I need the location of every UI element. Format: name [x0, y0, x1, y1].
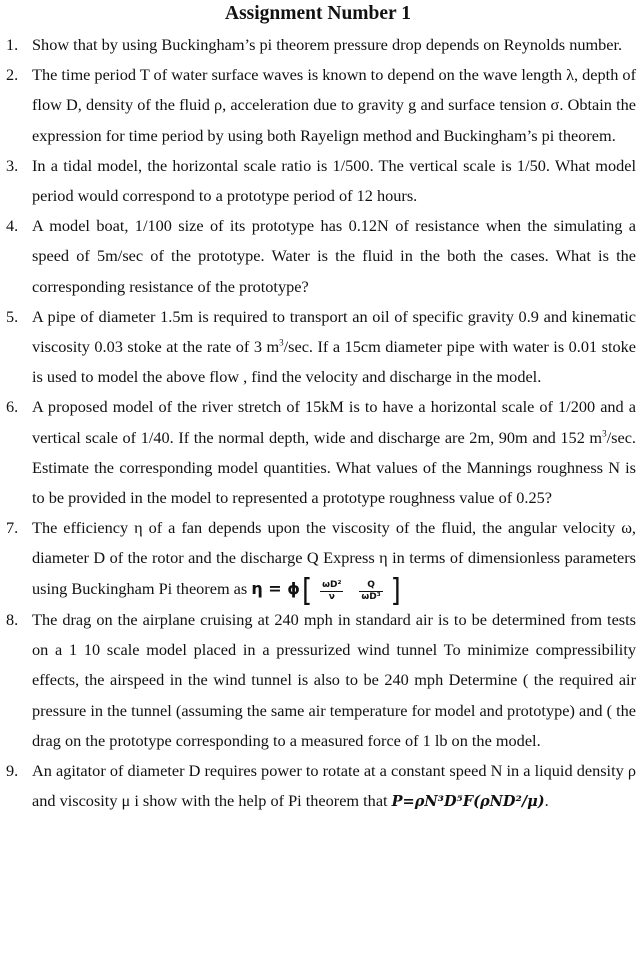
question-number: 5.: [6, 306, 19, 326]
fraction-numerator: Q: [359, 580, 382, 592]
question-text: A model boat, 1/100 size of its prototype has 0.12N of resistance when the simulating a speed of 5m/sec of the prototype. Water is the fluid in the both the cases. What is the corresponding resistance of the prototype?: [32, 216, 636, 296]
fraction-denominator: ωD³: [361, 591, 381, 602]
question-number: 9.: [6, 760, 19, 780]
fraction-numerator: ωD²: [322, 579, 342, 590]
equation-bracket-group: [302, 573, 401, 610]
question-number: 8.: [6, 609, 19, 629]
question-item: [0, 302, 636, 393]
equation-lhs: η = ϕ: [251, 578, 301, 598]
question-text-part: The efficiency η of a fan depends upon the viscosity of the fluid, the angular velocity ω, diameter D of the rotor and the discharge Q Express η in terms of dimensionless parameters using Buckingham Pi theorem as: [32, 518, 636, 598]
question-text-end: .: [544, 791, 549, 811]
question-number: 6.: [6, 397, 19, 417]
question-text-part: A proposed model of the river stretch of 15kM is to have a horizontal scale of 1/200 and a vertical scale of 1/40. If the normal depth, wide and discharge are 2m, 90m and 152 m: [32, 397, 636, 447]
question-text: [32, 307, 636, 386]
question-text: [32, 761, 636, 810]
question-item: [0, 392, 636, 513]
superscript: 3: [602, 428, 607, 439]
question-item: [0, 151, 636, 211]
question-number: 3.: [6, 155, 19, 175]
question-text: In a tidal model, the horizontal scale ratio is 1/500. The vertical scale is 1/50. What model period would correspond to a prototype period of 12 hours.: [32, 155, 636, 206]
right-bracket: ]: [390, 573, 401, 610]
power-formula: P=ρN³D⁵F(ρND²/μ): [391, 793, 545, 811]
question-item: [0, 513, 636, 610]
question-text-part: /sec. Estimate the corresponding model quantities. What values of the Mannings roughness N is to be provided in the model to represented a prototype roughness value of 0.25?: [32, 427, 636, 508]
question-number: 4.: [6, 216, 19, 236]
fraction: [320, 580, 343, 603]
question-item: [0, 30, 636, 60]
question-item: [0, 60, 636, 151]
fraction-denominator: ν: [328, 591, 335, 602]
question-text-part: A pipe of diameter 1.5m is required to transport an oil of specific gravity 0.9 and kinematic viscosity 0.03 stoke at the rate of 3 m: [32, 306, 636, 357]
fraction: [359, 580, 382, 603]
question-text-part: An agitator of diameter D requires power to rotate at a constant speed N in a liquid density ρ and viscosity μ i show with the help of Pi theorem that: [32, 760, 636, 811]
question-list: [0, 30, 636, 817]
question-text: [32, 518, 636, 610]
question-text: Show that by using Buckingham’s pi theorem pressure drop depends on Reynolds number.: [32, 35, 623, 54]
question-item: [0, 605, 636, 756]
question-item: [0, 211, 636, 302]
question-number: 1.: [6, 35, 19, 54]
question-text: The drag on the airplane cruising at 240 mph in standard air is to be determined from tests on a 1 10 scale model placed in a pressurized wind tunnel To minimize compressibility effects, the airspeed in the wind tunnel is also to be 240 mph Determine ( the required air pressure in the tunnel (assuming the same air temperature for model and prototype) and ( the drag on the prototype corresponding to a measured force of 1 lb on the model.: [32, 609, 636, 750]
left-bracket: [: [302, 573, 313, 610]
question-number: 7.: [6, 518, 19, 538]
superscript: 3: [279, 337, 284, 348]
question-text: The time period T of water surface waves is known to depend on the wave length λ, depth of flow D, density of the fluid ρ, acceleration due to gravity g and surface tension σ. Obtain the expression for time period by using both Rayelign method and Buckingham’s pi theorem.: [32, 65, 636, 145]
question-item: [0, 756, 636, 817]
question-number: 2.: [6, 65, 19, 85]
question-text-part: /sec. If a 15cm diameter pipe with water is 0.01 stoke is used to model the above flow , find the velocity and discharge in the model.: [32, 337, 637, 387]
question-text: [32, 397, 636, 507]
assignment-title: Assignment Number 1: [225, 3, 411, 24]
